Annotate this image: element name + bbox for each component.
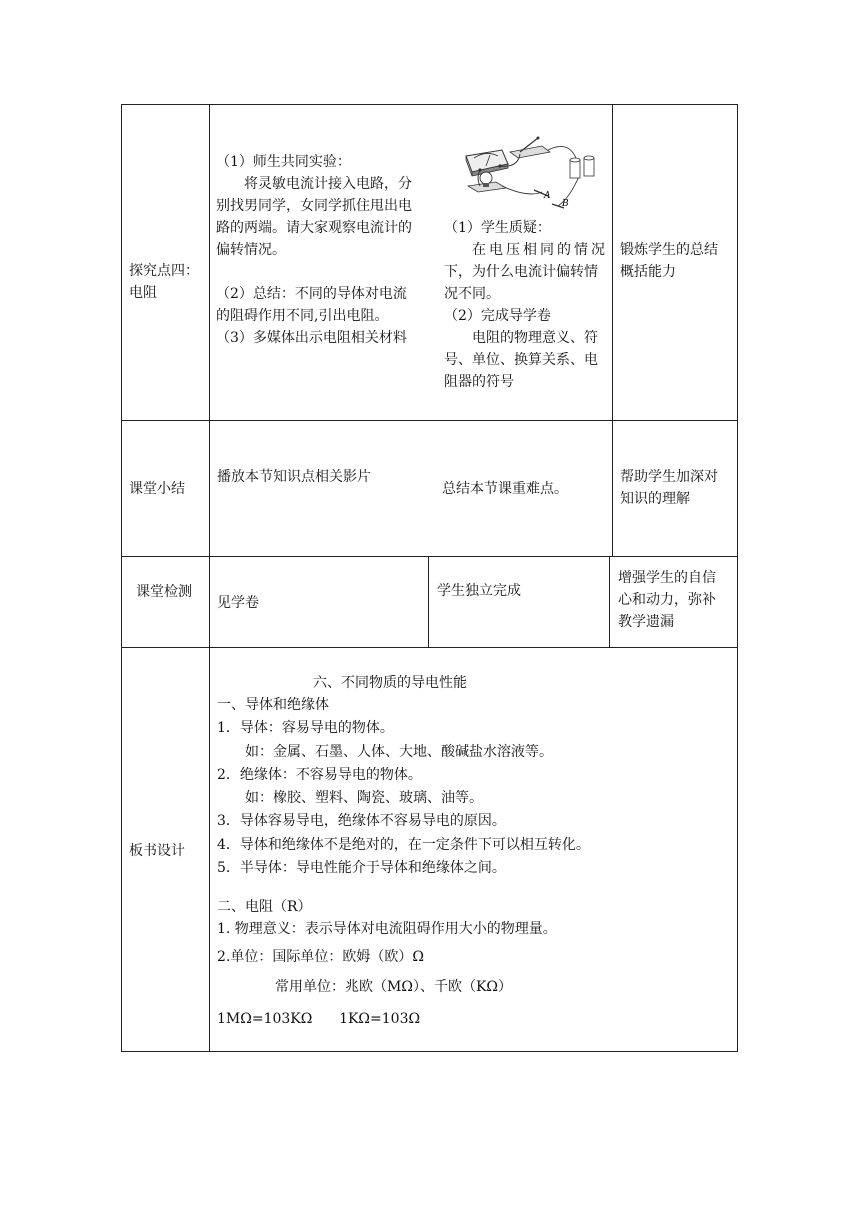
switch-icon: [510, 137, 550, 159]
board-section-one: 一、导体和绝缘体 1．导体：容易导电的物体。 如：金属、石墨、人体、大地、酸碱盐水溶液等。 2．绝缘体：不容易导电的物体。 如：橡胶、塑料、陶瓷、玻璃、油等。 3．导体容易导电，绝缘体不容易导电的原因。 4．导体和绝缘体不是绝对的，在一定条件下可以相互转化。 5．半导体：导电性能介于导体和绝缘体之间。: [217, 697, 590, 877]
table-top-border: [121, 104, 738, 105]
explore-label: 探究点四： 电阻: [129, 263, 199, 301]
board-resistance-meaning: 1. 物理意义：表示导体对电流阻碍作用大小的物理量。: [217, 921, 557, 937]
explore-student-activity: （1）学生质疑： 在电压相同的情况 下，为什么电流计偏转情 况不同。 （2）完成导学卷 电阻的物理意义、符 号、单位、换算关系、电 阻器的符号: [444, 220, 608, 390]
summary-label: 课堂小结: [129, 481, 185, 497]
test-student-activity: 学生独立完成: [437, 583, 521, 599]
summary-design-intent: 帮助学生加深对 知识的理解: [620, 469, 718, 507]
board-resistance-unit: 2.单位：国际单位：欧姆（欧）Ω: [217, 949, 424, 965]
label-column-divider: [209, 104, 210, 1052]
intent-column-divider: [612, 104, 613, 420]
board-resistance-title: 二、电阻（R）: [217, 899, 312, 915]
explore-teacher-activity: （1）师生共同实验： 将灵敏电流计接入电路，分 别找男同学，女同学抓住甩出电 路的两端。请大家观察电流计的 偏转情况。 （2）总结：不同的导体对电流 的阻碍作用不同,引出电阻。 （3）多媒体出示电阻相关材料: [216, 154, 412, 346]
intent-column-divider: [612, 420, 613, 556]
board-label: 板书设计: [129, 843, 185, 859]
explore-design-intent: 锻炼学生的总结 概括能力: [620, 242, 718, 280]
conductor-cylinder-icon: [570, 156, 594, 178]
row-divider: [121, 420, 738, 421]
board-resistance-common-unit: 常用单位：兆欧（MΩ）、千欧（KΩ）: [275, 979, 513, 995]
intent-column-divider: [609, 556, 610, 647]
summary-teacher-activity: 播放本节知识点相关影片: [217, 469, 371, 485]
table-bottom-border: [121, 1051, 738, 1052]
figure-label-b: B: [562, 199, 569, 209]
circuit-experiment-figure: [458, 128, 608, 212]
table-right-border: [737, 104, 738, 1052]
row-divider: [121, 556, 738, 557]
summary-student-activity: 总结本节课重难点。: [442, 481, 568, 497]
test-label: 课堂检测: [136, 584, 192, 600]
board-resistance-conversion: 1MΩ=103KΩ 1KΩ=103Ω: [217, 1011, 421, 1027]
test-teacher-activity: 见学卷: [217, 595, 259, 611]
test-design-intent: 增强学生的自信 心和动力，弥补 教学遗漏: [618, 570, 716, 630]
board-title: 六、不同物质的导电性能: [313, 675, 467, 691]
table-left-border: [121, 104, 122, 1052]
row-divider: [121, 647, 738, 648]
student-column-divider: [428, 556, 429, 647]
figure-label-a: A: [544, 191, 551, 201]
